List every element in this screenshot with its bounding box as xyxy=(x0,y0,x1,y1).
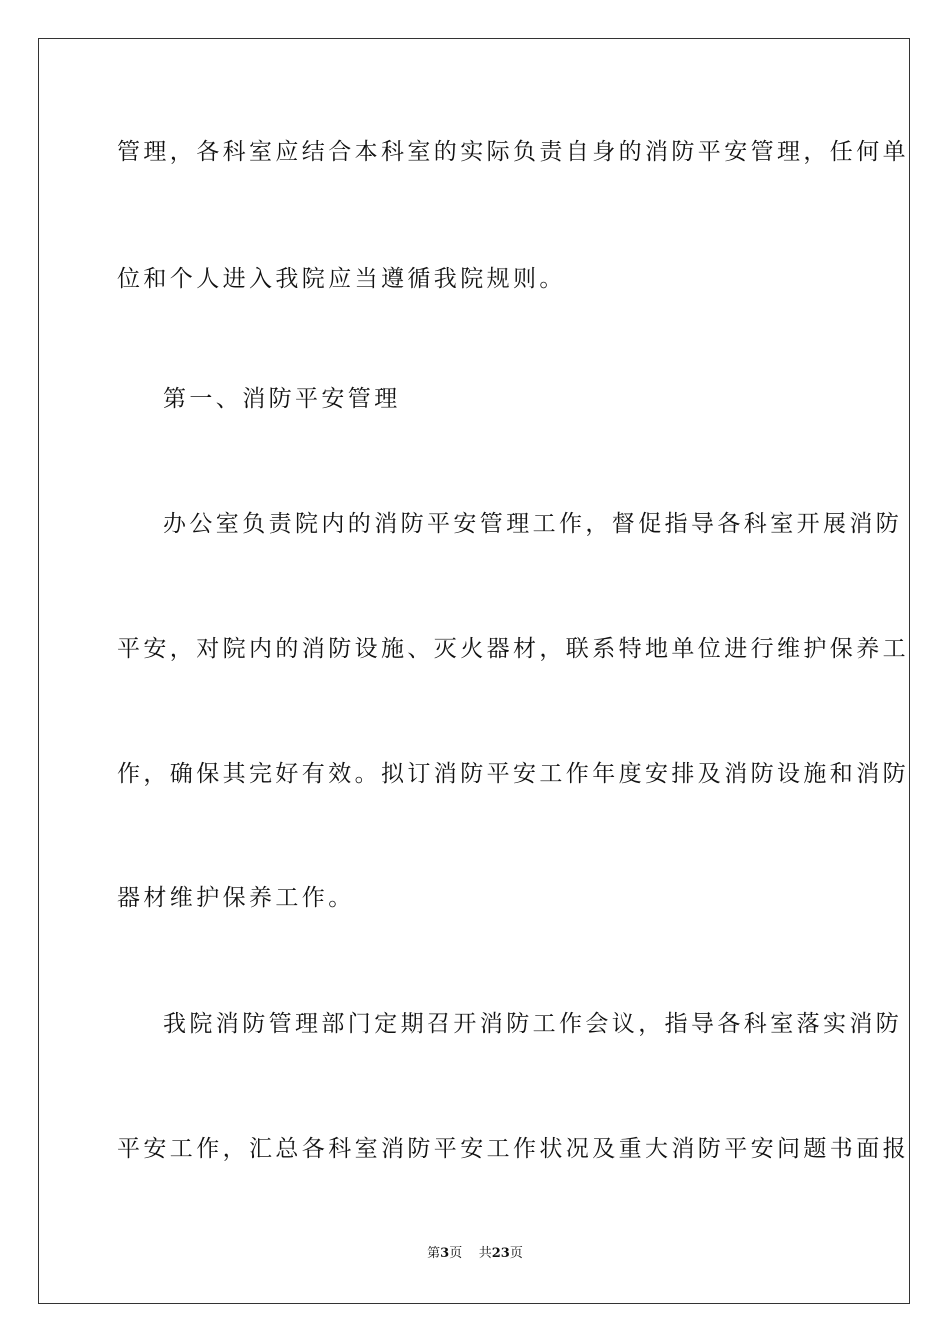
body-line-2: 位和个人进入我院应当遵循我院规则。 xyxy=(117,266,566,292)
body-line-7: 器材维护保养工作。 xyxy=(117,885,355,911)
body-line-1: 管理，各科室应结合本科室的实际负责自身的消防平安管理，任何单 xyxy=(117,139,909,165)
body-line-4: 办公室负责院内的消防平安管理工作，督促指导各科室开展消防 xyxy=(163,511,903,537)
total-prefix: 共 xyxy=(478,1246,492,1261)
body-line-6: 作，确保其完好有效。拟订消防平安工作年度安排及消防设施和消防 xyxy=(117,761,909,787)
body-line-5: 平安，对院内的消防设施、灭火器材，联系特地单位进行维护保养工 xyxy=(117,636,909,662)
page-prefix: 第 xyxy=(427,1246,441,1261)
page-frame xyxy=(38,38,910,1304)
page-suffix: 页 xyxy=(449,1246,463,1261)
section-heading: 第一、消防平安管理 xyxy=(163,386,401,412)
total-pages: 23 xyxy=(491,1246,510,1261)
body-line-8: 我院消防管理部门定期召开消防工作会议，指导各科室落实消防 xyxy=(163,1011,903,1037)
total-suffix: 页 xyxy=(509,1246,523,1261)
page-number: 3 xyxy=(440,1246,450,1261)
page-footer xyxy=(0,1246,950,1262)
body-line-9: 平安工作，汇总各科室消防平安工作状况及重大消防平安问题书面报 xyxy=(117,1136,909,1162)
